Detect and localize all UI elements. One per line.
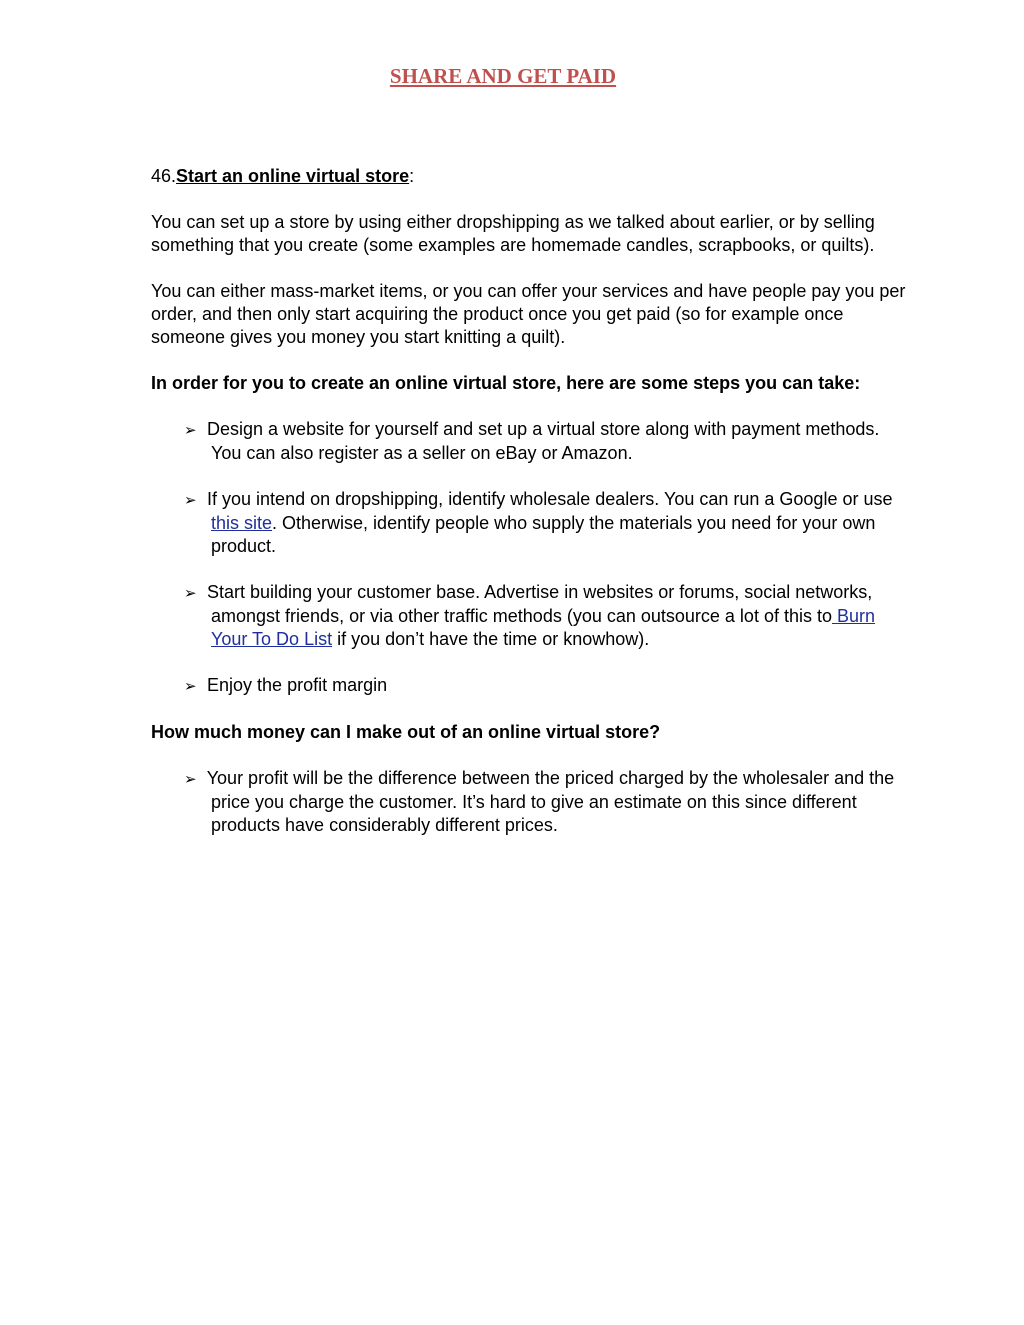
intro-paragraph-1: You can set up a store by using either dropshipping as we talked about earlier, or by selling something that you create (some examples are homemade candles, scrapbooks, or quilts). (151, 212, 875, 255)
section-heading (151, 165, 1024, 188)
list-item (0, 674, 901, 698)
list-item (0, 488, 901, 558)
money-list (0, 767, 1024, 837)
arrow-bullet-icon: ➢ (184, 422, 197, 439)
step-text: Start building your customer base. Advertise in websites or forums, social networks, amongst friends, or via other traffic methods (you can outsource a lot of this to (207, 582, 873, 626)
list-item (0, 418, 901, 465)
money-heading: How much money can I make out of an online virtual store? (151, 722, 661, 742)
step-text: if you don’t have the time or knowhow). (332, 629, 650, 649)
arrow-bullet-icon: ➢ (184, 771, 197, 788)
step-text: . Otherwise, identify people who supply the materials you need for your own product. (211, 513, 876, 556)
intro-paragraph-2: You can either mass-market items, or you can offer your services and have people pay you per order, and then only start acquiring the product once you get paid (so for example once someone gives you money you start knitting a quilt). (151, 281, 906, 347)
section-colon: : (409, 166, 415, 186)
step-text: If you intend on dropshipping, identify wholesale dealers. You can run a Google or use (207, 489, 893, 509)
step-text: Design a website for yourself and set up a virtual store along with payment methods. You can also register as a seller on eBay or Amazon. (207, 419, 880, 463)
arrow-bullet-icon: ➢ (184, 492, 197, 509)
list-item (0, 581, 901, 651)
steps-list (0, 418, 1024, 698)
arrow-bullet-icon: ➢ (184, 585, 197, 602)
list-item (0, 767, 901, 837)
steps-heading: In order for you to create an online virtual store, here are some steps you can take: (151, 373, 861, 393)
page-header-title: SHARE AND GET PAID (389, 64, 617, 88)
money-point-text: Your profit will be the difference between the priced charged by the wholesaler and the price you charge the customer. It’s hard to give an estimate on this since different products have considerably different prices. (206, 768, 895, 835)
section-title: Start an online virtual store (176, 166, 410, 186)
arrow-bullet-icon: ➢ (184, 678, 197, 695)
step-text: Enjoy the profit margin (207, 675, 388, 695)
burn-your-to-do-list-link[interactable]: Burn Your To Do List (211, 606, 876, 649)
section-number: 46. (151, 166, 177, 186)
document-body (0, 165, 1024, 860)
this-site-link[interactable]: this site (211, 513, 273, 533)
